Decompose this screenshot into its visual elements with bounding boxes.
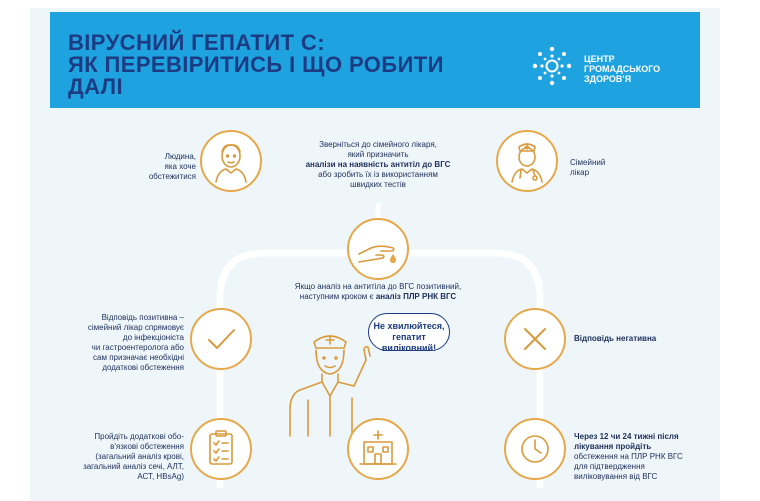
positive-circle bbox=[190, 308, 252, 370]
org-line-2: ГРОМАДСЬКОГО bbox=[584, 64, 661, 74]
exams-circle bbox=[190, 418, 252, 480]
step-1-text: Зверніться до сімейного лікаря, який призначить аналізи на наявність антитіл до ВГС або зробить їх із використанням швидких тестів bbox=[305, 140, 451, 189]
after-treatment-text: Через 12 чи 24 тижні після лікування пройдіть обстеження на ПЛР РНК ВГС для підтвердження виліковування від ВГС bbox=[574, 432, 683, 481]
doctor-label: Сімейний лікар bbox=[570, 158, 606, 177]
clock-circle bbox=[504, 418, 566, 480]
finger-drop-icon bbox=[349, 220, 407, 278]
exams-text: Пройдіть додаткові обо- в'язкові обстеження (загальний аналіз крові, загальний аналіз сечі, АЛТ, АСТ, HBsAg) bbox=[83, 432, 184, 481]
hospital-circle bbox=[347, 418, 409, 480]
positive-text: Відповідь позитивна – сімейний лікар спрямовує до інфекціоніста чи гастроентеролога або сам призначає необхідні додаткові обстеження bbox=[87, 313, 184, 372]
checkmark-icon bbox=[192, 310, 250, 368]
cross-icon bbox=[506, 310, 564, 368]
clock-icon bbox=[506, 420, 564, 478]
blood-test-circle bbox=[347, 218, 409, 280]
org-line-3: ЗДОРОВ'Я bbox=[584, 74, 632, 84]
person-icon bbox=[202, 132, 260, 190]
person-label: Людина, яка хоче обстежитися bbox=[148, 152, 196, 181]
title-line-2: ЯК ПЕРЕВІРИТИСЬ І ЩО РОБИТИ bbox=[68, 52, 444, 77]
org-line-1: ЦЕНТР bbox=[584, 54, 615, 64]
negative-text: Відповідь негативна bbox=[574, 334, 657, 343]
infographic-card bbox=[30, 8, 720, 501]
hospital-icon bbox=[349, 420, 407, 478]
clipboard-icon bbox=[192, 420, 250, 478]
doctor-icon bbox=[498, 132, 556, 190]
title-line-3: ДАЛІ bbox=[68, 74, 123, 99]
negative-circle bbox=[504, 308, 566, 370]
step-2-text: Якщо аналіз на антитіла до ВГС позитивний, наступним кроком є аналіз ПЛР РНК ВГС bbox=[294, 282, 462, 301]
person-circle bbox=[200, 130, 262, 192]
doctor-circle bbox=[496, 130, 558, 192]
title-line-1: ВІРУСНИЙ ГЕПАТИТ С: bbox=[68, 30, 325, 55]
reassurance-bubble: Не хвилюйтеся, гепатит виліковний! bbox=[368, 313, 450, 351]
